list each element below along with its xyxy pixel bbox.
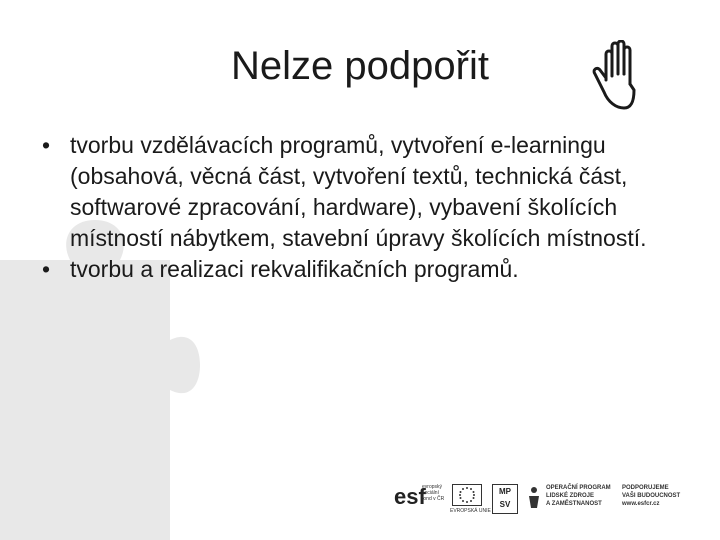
podporujeme-caption-line: PODPORUJEME [622,485,669,491]
bullet-item [42,254,682,285]
esf-caption-line: fond v ČR [422,496,445,502]
bullet-text: tvorbu vzdělávacích programů, vytvoření e-learningu (obsahová, věcná část, vytvoření textů, technická část, softwarové zpracování, hardware), vybavení školících místností nábytkem, stavební úpravy školících místností. [70,132,647,251]
mpsv-line: SV [499,500,511,509]
op-figure-icon [526,486,542,510]
eu-flag-icon [452,484,482,506]
bullet-marker: • [42,132,51,158]
op-caption-line: LIDSKÉ ZDROJE [546,493,595,499]
slide-title: Nelze podpořit [231,44,489,88]
bullet-marker: • [42,256,51,282]
esf-caption-line: sociální [422,490,439,496]
op-caption-line: A ZAMĚSTNANOST [546,501,602,507]
esf-caption [422,484,452,502]
raised-hand-icon [590,40,650,112]
eu-caption: EVROPSKÁ UNIE [450,508,491,514]
bullet-item [42,130,682,254]
esf-mark: esf [394,484,426,509]
mpsv-logo [492,482,518,522]
footer-logo-strip [394,482,694,522]
podporujeme-caption-line: www.esfcr.cz [622,501,660,507]
op-caption [546,484,611,508]
op-lzz-logo [526,482,616,522]
bullet-text: tvorbu a realizaci rekvalifikačních programů. [70,256,519,282]
bullet-list [42,130,682,285]
mpsv-line: MP [499,487,511,496]
podporujeme-caption-line: VAŠI BUDOUCNOST [622,493,681,499]
eu-logo [450,482,490,522]
podporujeme-logo [622,482,702,522]
podporujeme-caption [622,484,680,508]
esf-logo [394,482,444,522]
esf-caption-line: evropský [422,484,443,490]
mpsv-mark [492,484,518,514]
op-caption-line: OPERAČNÍ PROGRAM [546,485,611,491]
